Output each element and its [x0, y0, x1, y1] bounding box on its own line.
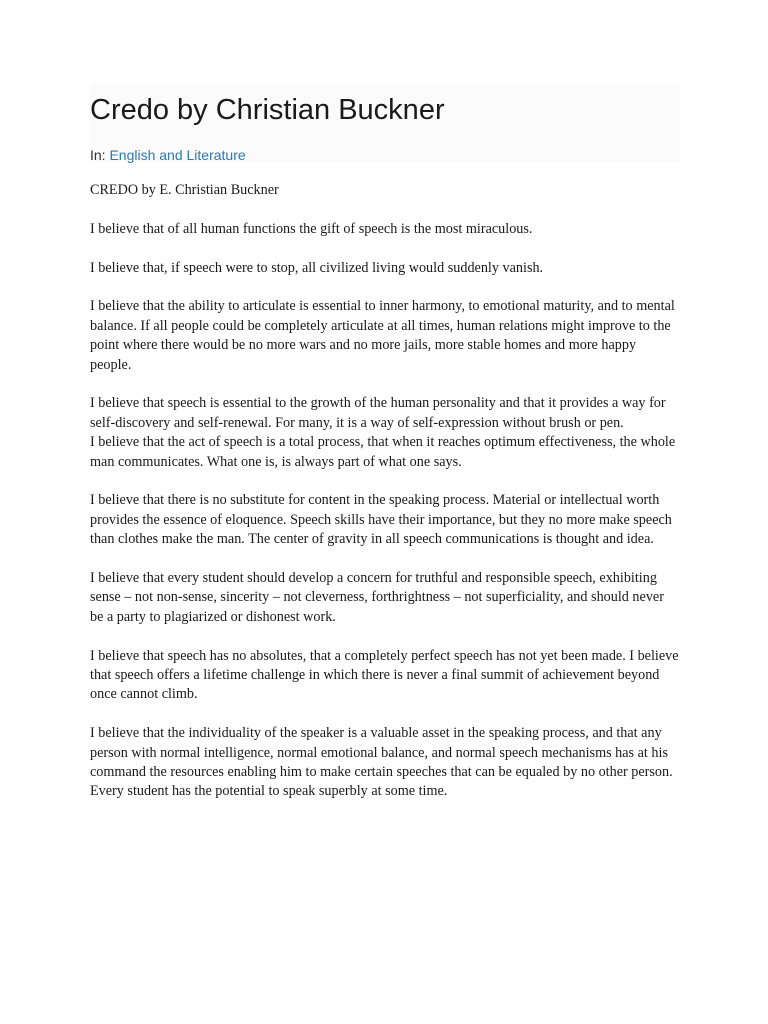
body-paragraph: I believe that speech has no absolutes, that a completely perfect speech has not yet been made. I believe that speech offers a lifetime challenge in which there is never a final summit of achievement beyond once cannot climb.	[90, 647, 679, 703]
category-link[interactable]: English and Literature	[109, 147, 246, 163]
body-paragraph: I believe that the act of speech is a total process, that when it reaches optimum effectiveness, the whole man communicates. What one is, is always part of what one says.	[90, 434, 676, 470]
body-paragraph: I believe that speech is essential to the growth of the human personality and that it provides a way for self-discovery and self-renewal. For many, it is a way of self-expression without brush or pen.	[90, 395, 666, 431]
body-paragraph: I believe that the ability to articulate is essential to inner harmony, to emotional maturity, and to mental balance. If all people could be completely articulate at all times, human relations might improve to the point where there would be no more wars and no more jails, more stable homes and more happy people.	[90, 298, 675, 373]
body-paragraph: I believe that every student should develop a concern for truthful and responsible speech, exhibiting sense – not non-sense, sincerity – not cleverness, forthrightness – not superficiality, and should never be a party to plagiarized or dishonest work.	[90, 570, 664, 625]
article-title: Credo by Christian Buckner	[90, 94, 445, 126]
body-paragraph: I believe that, if speech were to stop, all civilized living would suddenly vanish.	[90, 259, 544, 276]
category-prefix: In:	[90, 147, 110, 163]
body-paragraph: I believe that of all human functions the gift of speech is the most miraculous.	[90, 220, 533, 237]
category-line	[90, 145, 246, 165]
article-body	[90, 181, 680, 821]
body-paragraph: I believe that the individuality of the speaker is a valuable asset in the speaking process, and that any person with normal intelligence, normal emotional balance, and normal speech mechanisms has at his command the resources enabling him to make certain speeches that can be equaled by no other person. Every student has the potential to speak superbly at some time.	[90, 725, 673, 800]
byline-paragraph: CREDO by E. Christian Buckner	[90, 182, 279, 198]
body-paragraph: I believe that there is no substitute for content in the speaking process. Material or intellectual worth provides the essence of eloquence. Speech skills have their importance, but they no more make speech than clothes make the man. The center of gravity in all speech communications is thought and idea.	[90, 492, 672, 548]
